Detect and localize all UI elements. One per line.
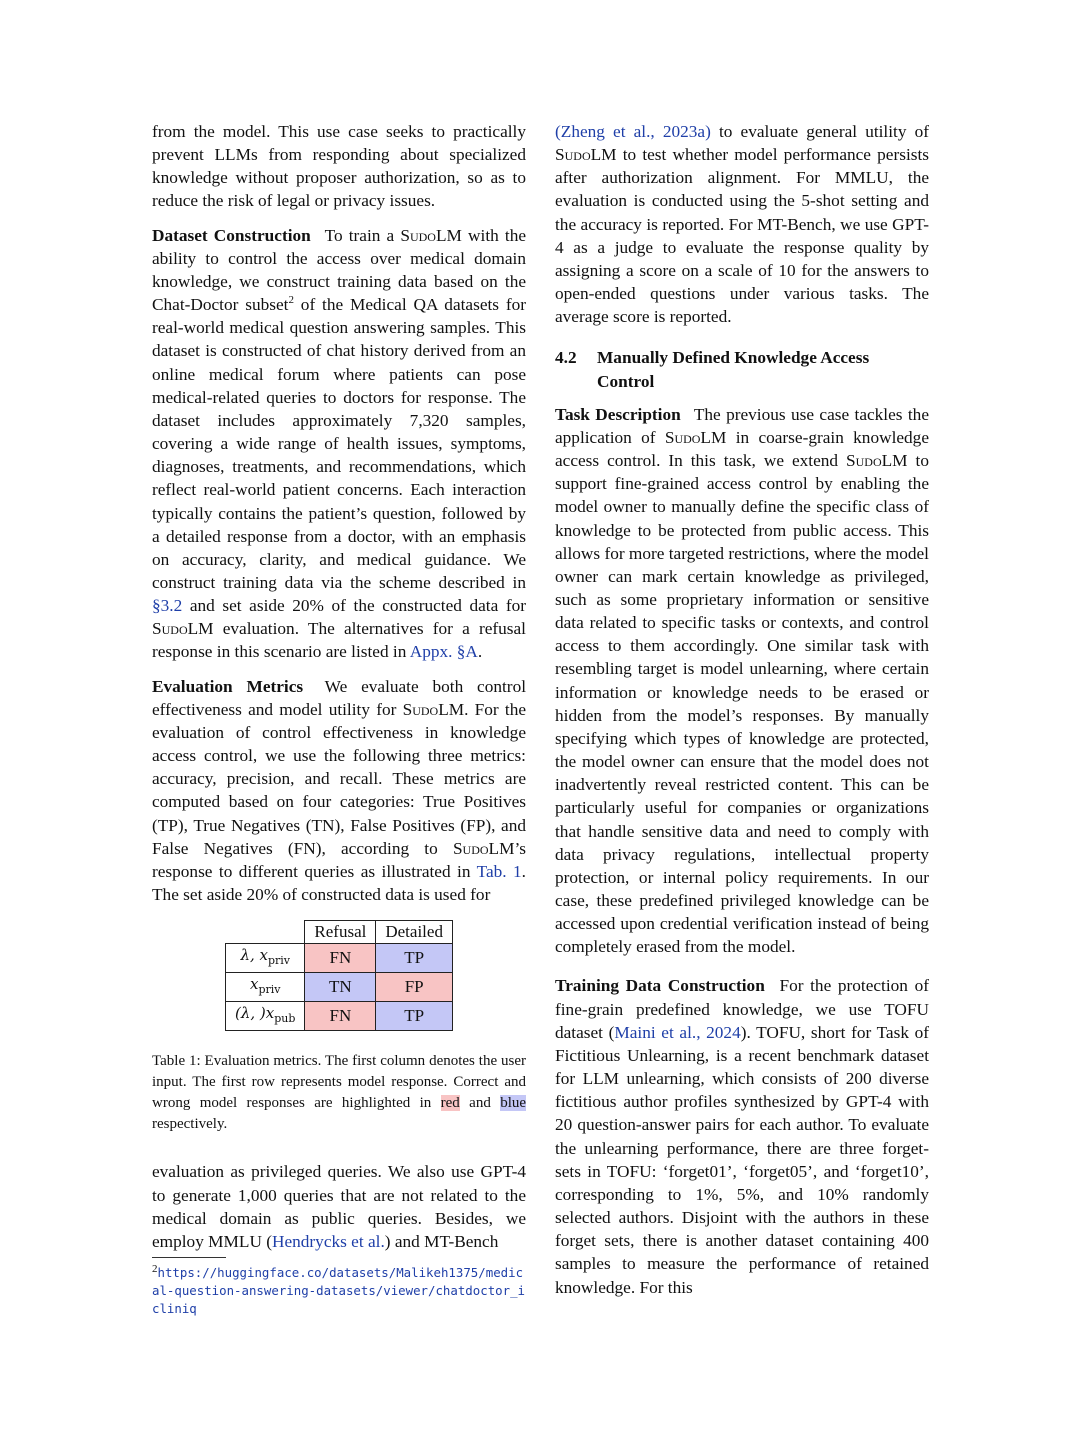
- footnote-rule: [152, 1257, 226, 1258]
- em-text-a: We evaluate both control effectiveness and model utility for: [152, 676, 527, 719]
- after-table-paragraph: [152, 1160, 526, 1253]
- sudolm-name: SudoLM: [664, 427, 727, 447]
- tdc-text-a: For the protection of fine-grain predefined knowledge, we use TOFU dataset (: [555, 976, 929, 1042]
- caption-red-highlight: red: [440, 1094, 460, 1111]
- tdc-text-b: ). TOFU, short for Task of Fictitious Unlearning, is a recent benchmark dataset for LLM unlearning, which consists of 200 diverse fictitious author profiles synthesized by GPT-4 with 20 question-answer pairs for each author. To evaluate the unlearning performance, there are three forget-sets in TOFU: ‘forget01’, ‘forget05’, and ‘forget10’, corresponding to 1%, 5%, and 10% randomly selected authors. Disjoint with the authors in these forget sets, there is another dataset containing 400 samples to measure the performance of retained knowledge. For this: [555, 1022, 929, 1297]
- em-text-b: . For the evaluation of control effectiveness in knowledge access control, we use the following three metrics: accuracy, precision, and recall. These metrics are computed based on four categories: True Positives (TP), True Negatives (TN), False Positives (FP), and False Negatives (FN), according to: [152, 699, 527, 858]
- caption-and: and: [469, 1094, 491, 1111]
- table-ref-link[interactable]: Tab. 1: [476, 861, 522, 881]
- dc-text-e: evaluation. The alternatives for a refusal response in this scenario are listed in: [152, 619, 526, 662]
- section-ref-link[interactable]: §3.2: [152, 596, 183, 616]
- td-text-b: in coarse-grain knowledge access control. In this task, we extend: [555, 427, 929, 471]
- zheng-citation-link[interactable]: Zheng et al., 2023a: [560, 122, 706, 141]
- sudolm-name: SudoLM: [152, 619, 214, 639]
- footnote: [152, 1264, 526, 1318]
- section-number: 4.2: [555, 348, 577, 368]
- table-row: [226, 1002, 453, 1031]
- row-label-sub: pub: [274, 1012, 296, 1026]
- continuation-paragraph: [555, 120, 929, 328]
- table-row: [226, 944, 453, 973]
- table-cell: FN: [305, 1002, 376, 1031]
- cont-text-b: to test whether model performance persists after authorization alignment. For MMLU, the evaluation is conducted using the 5-shot setting and the accuracy is reported. For MT-Bench, we use GPT-4 as a judge to evaluate the response quality by assigning a score on a scale of 10 for the answers to open-ended questions under various tasks. The average score is reported.: [555, 145, 929, 327]
- row-label: [226, 944, 305, 973]
- table-cell: FN: [305, 944, 376, 973]
- caption-text-b: respectively.: [152, 1115, 228, 1132]
- dc-text-d: and set aside 20% of the constructed data for: [189, 596, 526, 616]
- training-data-heading: Training Data Construction: [555, 976, 765, 996]
- table-1-wrapper: [152, 920, 526, 1031]
- col-header-refusal: Refusal: [305, 921, 376, 944]
- at-text-b: ) and MT-Bench: [384, 1231, 499, 1251]
- paren-close: ): [705, 122, 711, 141]
- row-label: [226, 973, 305, 1002]
- em-text-c: ’s response to different queries as illustrated in: [152, 838, 526, 881]
- paren-open: (: [555, 122, 561, 141]
- appendix-ref-link[interactable]: Appx. §A: [409, 642, 478, 662]
- td-text-c: to support fine-grained access control by enabling the model owner to manually define the specific class of knowledge to be protected from public access. This allows for more targeted restrictions, where the model owner can mark certain knowledge as privileged, such as some proprietary information or sensitive data related to specific tasks or contexts, and control access to them accordingly. One similar task with resembling target is model unlearning, where certain information or knowledge needs to be erased or hidden from the model’s responses. By manually specifying which types of knowledge are protected, the model owner can ensure that the model does not inadvertently reveal restricted content. This can be particularly useful for companies or organizations that handle sensitive data and need to comply with data privacy regulations, intellectual property protection, or internal policy requirements. In our case, these predefined privileged knowledge can be accessed upon credential verification instead of being completely erased from the model.: [555, 451, 929, 957]
- cont-text-a: to evaluate general utility of: [718, 122, 929, 141]
- sudolm-name: SudoLM: [846, 451, 908, 471]
- table-cell: FP: [376, 973, 453, 1002]
- left-column: [152, 120, 526, 1318]
- evaluation-metrics-heading: Evaluation Metrics: [152, 676, 304, 696]
- section-heading: [555, 346, 929, 392]
- maini-citation-link[interactable]: Maini et al., 2024: [614, 1022, 741, 1042]
- row-label-main: λ, x: [240, 946, 268, 965]
- sudolm-name: SudoLM: [402, 699, 465, 719]
- dc-text-c: of the Medical QA datasets for real-world medical question answering samples. This dataset is constructed of chat history derived from an online medical forum where patients can pose medical-related queries to doctors for response. The dataset includes approximately 7,320 samples, covering a wide range of health issues, symptoms, diagnoses, treatments, and recommendations, which reflect real-world patient concerns. Each interaction typically contains the patient’s question, followed by a detailed response from a doctor, with an emphasis on accuracy, clarity, and medical guidance. We construct training data via the scheme described in: [152, 295, 527, 592]
- footnote-url-link[interactable]: https://huggingface.co/datasets/Malikeh1375/medical-question-answering-datasets/viewer/chatdoctor_icliniq: [152, 1264, 525, 1316]
- table-header-row: [226, 921, 453, 944]
- section-title: Manually Defined Knowledge Access Control: [597, 348, 870, 391]
- table-cell: TP: [376, 1002, 453, 1031]
- task-description-paragraph: [555, 403, 929, 959]
- footnote-marker[interactable]: 2: [288, 294, 294, 307]
- table-corner-cell: [226, 921, 305, 944]
- task-description-heading: Task Description: [555, 404, 681, 424]
- dc-text-b: with the ability to control the access over medical domain knowledge, we construct training data based on the Chat-Doctor subset: [152, 225, 527, 315]
- table-cell: TP: [376, 944, 453, 973]
- evaluation-metrics-table: [225, 920, 453, 1031]
- dc-text-a: To train a: [324, 225, 395, 245]
- hendrycks-citation-link[interactable]: Hendrycks et al.: [272, 1231, 385, 1251]
- sudolm-name: SudoLM: [452, 838, 515, 858]
- footnote-number: 2: [152, 1262, 158, 1275]
- em-text-d: . The set aside 20% of constructed data is used for: [152, 861, 526, 904]
- table-cell: TN: [305, 973, 376, 1002]
- col-header-detailed: Detailed: [376, 921, 453, 944]
- row-label: [226, 1002, 305, 1031]
- dc-text-f: .: [477, 642, 483, 662]
- table-row: [226, 973, 453, 1002]
- td-text-a: The previous use case tackles the application of: [555, 404, 929, 447]
- sudolm-name: SudoLM: [555, 145, 617, 165]
- dataset-construction-paragraph: [152, 224, 526, 664]
- sudolm-name: SudoLM: [400, 225, 462, 245]
- caption-text-a: Table 1: Evaluation metrics. The first column denotes the user input. The first row represents model response. Correct and wrong model responses are highlighted in: [152, 1053, 526, 1111]
- row-label-main: x: [249, 975, 259, 994]
- evaluation-metrics-paragraph: [152, 675, 526, 907]
- table-caption: [152, 1051, 526, 1134]
- row-label-sub: priv: [267, 954, 290, 968]
- intro-paragraph: from the model. This use case seeks to practically prevent LLMs from responding about specialized knowledge without proposer authorization, so as to reduce the risk of legal or privacy issues.: [152, 122, 526, 211]
- training-data-paragraph: [555, 974, 929, 1298]
- caption-blue-highlight: blue: [500, 1094, 527, 1111]
- row-label-main: (λ, )x: [235, 1004, 275, 1023]
- at-text-a: evaluation as privileged queries. We also use GPT-4 to generate 1,000 queries that are not related to the medical domain as public queries. Besides, we employ MMLU (: [152, 1162, 526, 1251]
- row-label-sub: priv: [258, 983, 281, 997]
- right-column: [555, 120, 929, 1299]
- dataset-construction-heading: Dataset Construction: [152, 225, 311, 245]
